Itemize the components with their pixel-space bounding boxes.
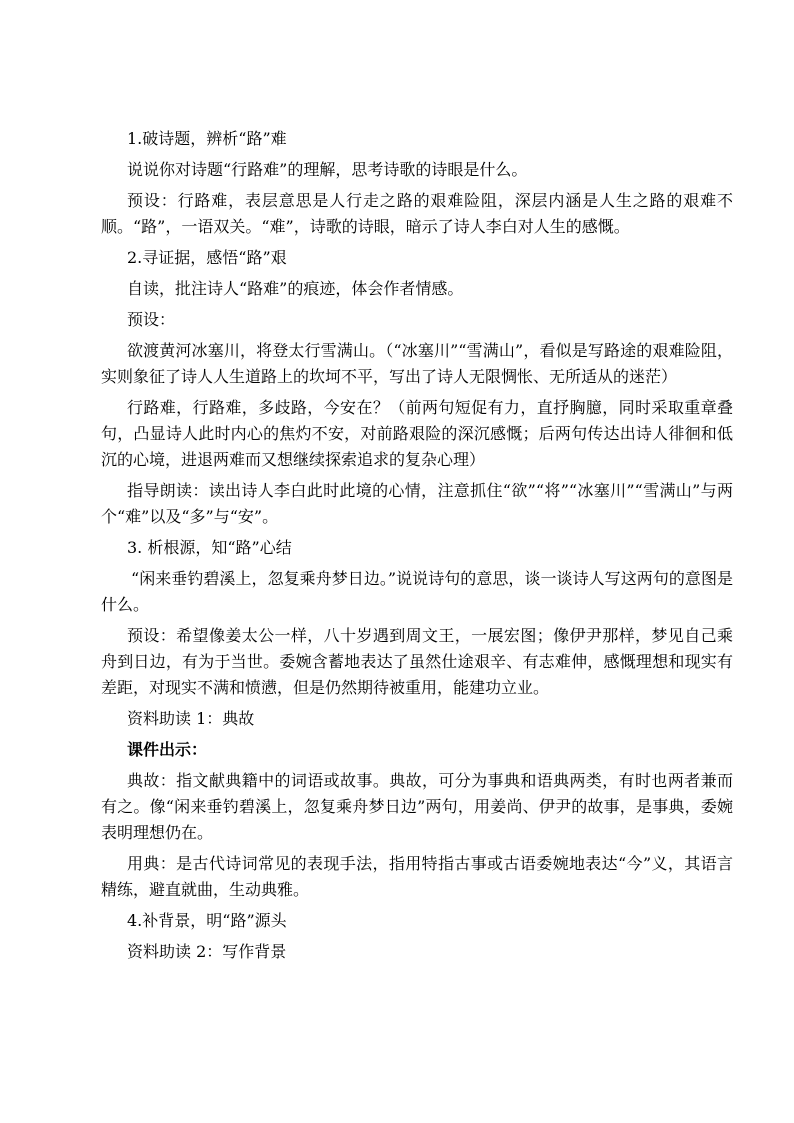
paragraph: 行路难，行路难，多歧路，今安在？（前两句短促有力，直抒胸臆，同时采取重章叠句，凸显诗人此时内心的焦灼不安，对前路艰险的深沉感慨；后两句传达出诗人徘徊和低沉的心境，进退两难而又想继续探索追求的复杂心理） xyxy=(101,398,733,469)
paragraph: 指导朗读：读出诗人李白此时此境的心情，注意抓住“欲”“将”“冰塞川”“雪满山”与两个“难”以及“多”与“安”。 xyxy=(101,481,733,526)
paragraph: 预设：希望像姜太公一样，八十岁遇到周文王，一展宏图；像伊尹那样，梦见自己乘舟到日边，有为于当世。委婉含蓄地表达了虽然仕途艰辛、有志难伸，感慨理想和现实有差距，对现实不满和愤懑，但是仍然期待被重用，能建功立业。 xyxy=(101,626,733,697)
paragraph: 资料助读 2：写作背景 xyxy=(127,942,287,961)
paragraph: 欲渡黄河冰塞川，将登太行雪满山。（“冰塞川”“雪满山”，看似是写路途的艰难险阻，实则象征了诗人人生道路上的坎坷不平，写出了诗人无限惆怅、无所适从的迷茫） xyxy=(101,341,733,386)
paragraph: 预设： xyxy=(127,310,176,329)
paragraph: “闲来垂钓碧溪上，忽复乘舟梦日边。”说说诗句的意思，谈一谈诗人写这两句的意图是什么。 xyxy=(101,569,733,614)
section-heading-1: 1.破诗题，辨析“路”难 xyxy=(127,129,287,148)
section-heading-3: 3. 析根源，知“路”心结 xyxy=(127,538,292,557)
paragraph: 说说你对诗题“行路难”的理解，思考诗歌的诗眼是什么。 xyxy=(127,160,528,179)
courseware-label: 课件出示： xyxy=(127,740,208,759)
paragraph: 用典：是古代诗词常见的表现手法，指用特指古事或古语委婉地表达“今”义，其语言精练，避直就曲，生动典雅。 xyxy=(101,854,733,899)
section-heading-2: 2.寻证据，感悟“路”艰 xyxy=(127,248,287,267)
paragraph: 典故：指文献典籍中的词语或故事。典故，可分为事典和语典两类，有时也两者兼而有之。像“闲来垂钓碧溪上，忽复乘舟梦日边”两句，用姜尚、伊尹的故事，是事典，委婉表明理想仍在。 xyxy=(101,771,733,842)
paragraph: 自读，批注诗人“路难”的痕迹，体会作者情感。 xyxy=(127,279,464,298)
paragraph: 资料助读 1：典故 xyxy=(127,709,255,728)
paragraph: 预设：行路难，表层意思是人行走之路的艰难险阻，深层内涵是人生之路的艰难不顺。“路”，一语双关。“难”，诗歌的诗眼，暗示了诗人李白对人生的感慨。 xyxy=(101,191,733,236)
document-body xyxy=(101,126,733,970)
section-heading-4: 4.补背景，明“路”源头 xyxy=(127,911,287,930)
